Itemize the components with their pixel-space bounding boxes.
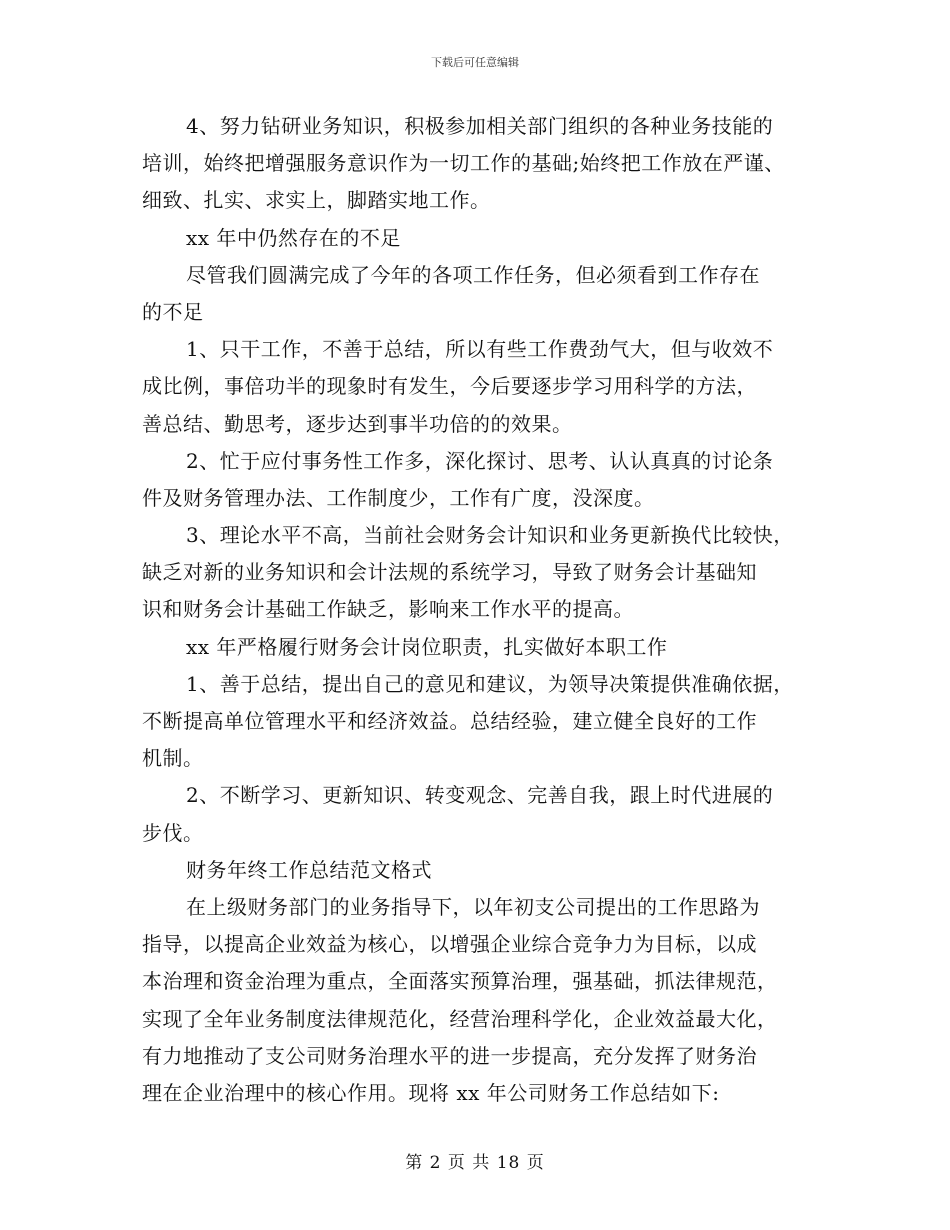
paragraph xyxy=(142,629,822,666)
text-line: 不断提高单位管理水平和经济效益。总结经验，建立健全良好的工作 xyxy=(142,709,757,733)
text-line: 在上级财务部门的业务指导下，以年初支公司提出的工作思路为 xyxy=(186,894,760,919)
text-line: 指导，以提高企业效益为核心，以增强企业综合竞争力为目标，以成 xyxy=(142,932,757,957)
text-line: 1、只干工作，不善于总结，所以有些工作费劲气大，但与收效不 xyxy=(186,337,774,362)
text-line: 2、不断学习、更新知识、转变观念、完善自我，跟上时代进展的 xyxy=(186,783,774,808)
text-line: 步伐。 xyxy=(142,820,204,845)
text-line: 4、努力钻研业务知识，积极参加相关部门组织的各种业务技能的 xyxy=(186,114,774,138)
text-line: 尽管我们圆满完成了今年的各项工作任务，但必须看到工作存在 xyxy=(186,262,760,287)
paragraph xyxy=(142,889,822,1112)
page-footer: 第 2 页 共 18 页 xyxy=(405,1153,545,1173)
document-body xyxy=(142,108,822,1112)
text-line: 善总结、勤思考，逐步达到事半功倍的的效果。 xyxy=(142,411,573,436)
paragraph xyxy=(142,777,822,851)
text-line: 缺乏对新的业务知识和会计法规的系统学习，导致了财务会计基础知 xyxy=(142,560,757,585)
text-line: 成比例，事倍功半的现象时有发生，今后要逐步学习用科学的方法， xyxy=(142,374,757,399)
text-line: 实现了全年业务制度法律规范化，经营治理科学化，企业效益最大化， xyxy=(142,1006,778,1031)
paragraph xyxy=(142,517,822,629)
text-line: 2、忙于应付事务性工作多，深化探讨、思考、认认真真的讨论条 xyxy=(186,448,774,473)
text-line: 理在企业治理中的核心作用。现将 xx 年公司财务工作总结如下: xyxy=(142,1080,720,1105)
paragraph xyxy=(142,108,822,220)
text-line: 机制。 xyxy=(142,746,204,771)
text-line: xx 年中仍然存在的不足 xyxy=(186,225,401,250)
text-line: 有力地推动了支公司财务治理水平的进一步提高，充分发挥了财务治 xyxy=(142,1043,757,1068)
text-line: 的不足 xyxy=(142,299,204,324)
paragraph xyxy=(142,331,822,443)
text-line: 识和财务会计基础工作缺乏，影响来工作水平的提高。 xyxy=(142,597,634,622)
paragraph xyxy=(142,443,822,517)
paragraph xyxy=(142,852,822,889)
paragraph xyxy=(142,257,822,331)
paragraph xyxy=(142,666,822,778)
text-line: 培训，始终把增强服务意识作为一切工作的基础;始终把工作放在严谨、 xyxy=(142,151,785,176)
text-line: xx 年严格履行财务会计岗位职责，扎实做好本职工作 xyxy=(186,634,668,659)
text-line: 3、理论水平不高，当前社会财务会计知识和业务更新换代比较快， xyxy=(186,523,794,548)
text-line: 本治理和资金治理为重点，全面落实预算治理，强基础，抓法律规范， xyxy=(142,969,778,994)
text-line: 1、善于总结，提出自己的意见和建议，为领导决策提供准确依据， xyxy=(186,671,794,696)
paragraph xyxy=(142,220,822,257)
text-line: 财务年终工作总结范文格式 xyxy=(186,857,432,882)
page-header: 下载后可任意编辑 xyxy=(431,56,519,69)
text-line: 细致、扎实、求实上，脚踏实地工作。 xyxy=(142,188,491,213)
text-line: 件及财务管理办法、工作制度少，工作有广度，没深度。 xyxy=(142,485,655,510)
